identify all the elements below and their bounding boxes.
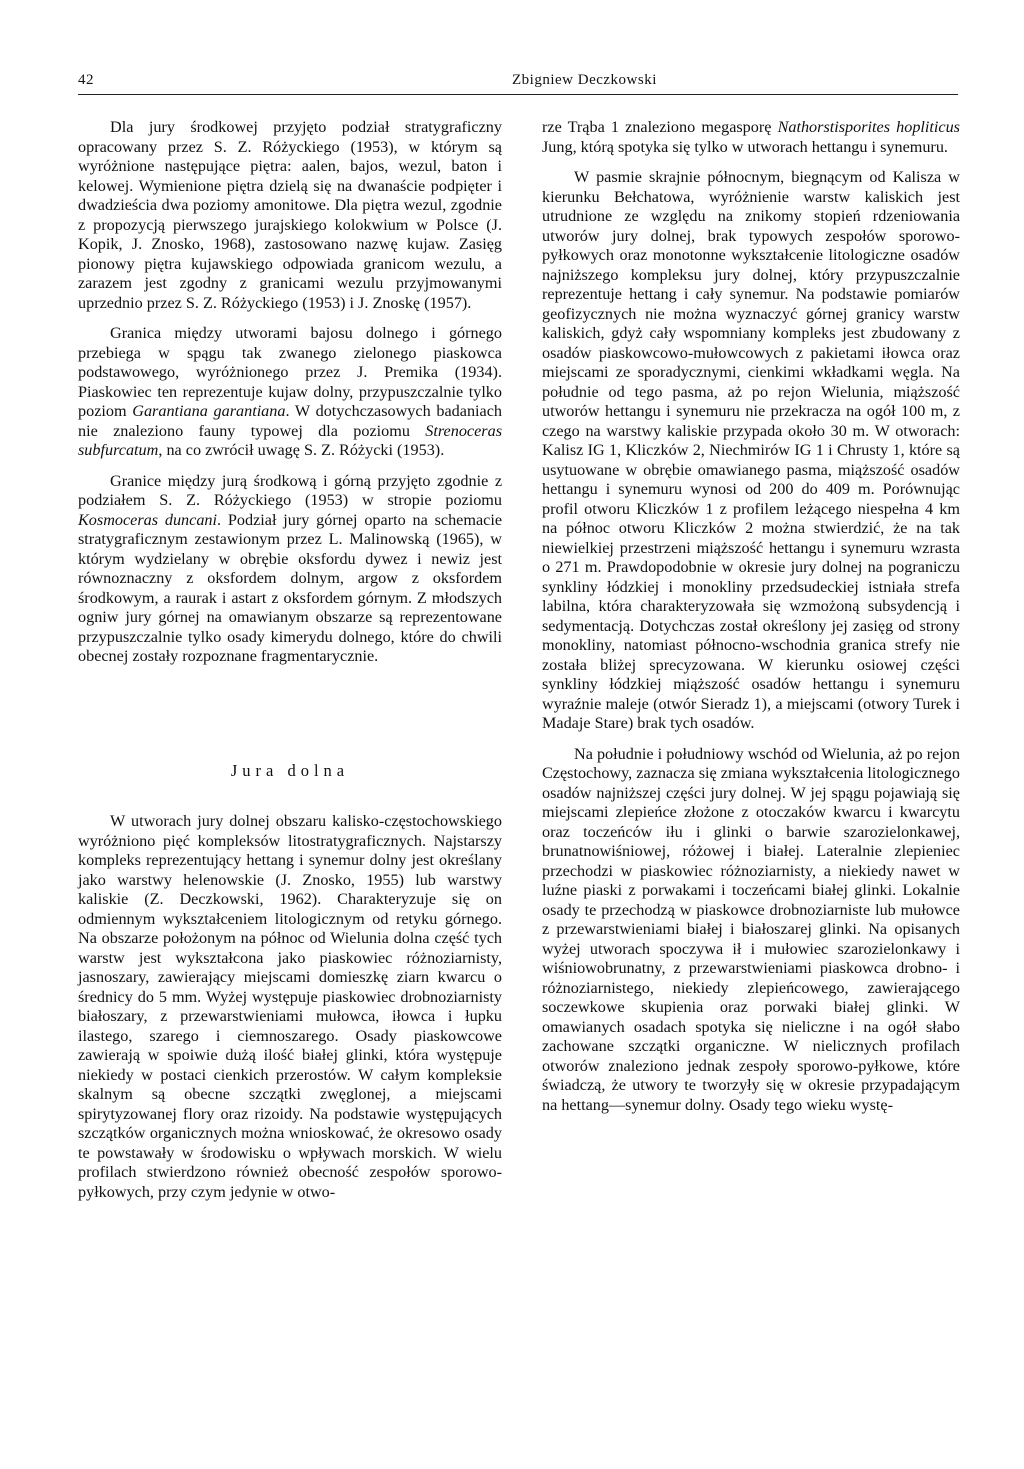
running-header <box>78 68 958 95</box>
right-column <box>542 118 960 1126</box>
species-name: Garantiana garantiana <box>132 402 286 420</box>
text-run: rze Trąba 1 znaleziono megasporę <box>542 118 778 136</box>
text-run: . Podział jury górnej oparto na schemacie stratygraficznym zestawionym przez L. Malinowską (1965), w którym wydzielany w obrębie oksfordu dywez i newiz jest równoznaczny z oksfordem dolnym, argow z oksfordem środkowym, a raurak i astart z oksfordem górnym. Z młodszych ogniw jury górnej na omawianym obszarze są reprezentowane przypuszczalnie tylko osady kimerydu dolnego, które do chwili obecnej zostały rozpoznane fragmentarycznie. <box>78 510 503 665</box>
text-run: . W dotychczasowych badaniach nie znaleziono fauny typowej dla poziomu <box>78 402 502 440</box>
text-run: Jung, którą spotyka się tylko w utworach hettangu i synemuru. <box>542 137 948 156</box>
left-column <box>78 118 502 1213</box>
species-name: Kosmoceras duncani <box>78 510 218 529</box>
paragraph <box>78 324 502 461</box>
paragraph: Dla jury środkowej przyjęto podział stratygraficzny opracowany przez S. Z. Różyckiego (1953), w którym są wyróżnione następujące piętra: aalen, bajos, wezul, baton i kelowej. Wymienione piętra dzielą się na dwanaście podpięter i dwadzieścia dwa poziomy amonitowe. Dla piętra wezul, zgodnie z propozycją pierwszego jurajskiego kolokwium w Polsce (J. Kopik, J. Znosko, 1968), zastosowano nazwę kujaw. Zasięg pionowy piętra kujawskiego odpowiada granicom wezulu, a zarazem jest zgodny z granicami wezulu przyjmowanymi uprzednio przez S. Z. Różyckiego (1953) i J. Znoskę (1957). <box>78 118 502 312</box>
paragraph: Na południe i południowy wschód od Wielunia, aż po rejon Częstochowy, zaznacza się zmiana wykształcenia litologicznego osadów najniższej części jury dolnej. W jej spągu pojawiają się miejscami zlepieńce złożone z otoczaków kwarcu i kwarcytu oraz toczeńców iłu i glinki o barwie szarozielonkawej, brunatnowiśniowej, różowej i białej. Lateralnie zlepieniec przechodzi w piaskowiec różnoziarnisty, a niekiedy nawet w luźne piaski z porwakami i toczeńcami białej glinki. Lokalnie osady te przechodzą w piaskowce drobnoziarniste lub mułowce z przewarstwieniami białej i białoszarej glinki. Na opisanych wyżej utworach spoczywa ił i mułowiec szarozielonkawy i wiśniowobrunatny, z przewarstwieniami piaskowca drobno- i różnoziarnistego, niekiedy zlepieńcowego, zawierającego soczewkowe skupienia oraz porwaki białej glinki. W omawianych osadach spotyka się nieliczne i na ogół słabo zachowane szczątki organiczne. W nielicznych profilach otworów znaleziono jednak zespoły sporowo-pyłkowe, które świadczą, że utwory te tworzyły się w okresie przypadającym na hettang—synemur dolny. Osady tego wieku wystę- <box>542 744 960 1114</box>
paragraph: W utworach jury dolnej obszaru kalisko-częstochowskiego wyróżniono pięć kompleksów litostratygraficznych. Najstarszy kompleks reprezentujący hettang i synemur dolny jest określany jako warstwy helenowskie (J. Znosko, 1955) lub warstwy kaliskie (Z. Deczkowski, 1962). Charakteryzuje się on odmiennym wykształceniem litologicznym od retyku górnego. Na obszarze położonym na północ od Wielunia dolna część tych warstw jest wykształcona jako piaskowiec różnoziarnisty, jasnoszary, zawierający miejscami domieszkę ziarn kwarcu o średnicy do 5 mm. Wyżej występuje piaskowiec drobnoziarnisty białoszary, z przewarstwieniami mułowca, iłowca i łupku ilastego, szarego i ciemnoszarego. Osady piaskowcowe zawierają w spoiwie dużą ilość białej glinki, która występuje niekiedy w postaci cienkich przerostów. W całym kompleksie skalnym są obecne szczątki zwęglonej, a miejscami spirytyzowanej flory oraz rizoidy. Na podstawie występujących szczątków organicznych można wnioskować, że okresowo osady te powstawały w środowisku o wpływach morskich. W wielu profilach stwierdzono również obecność zespołów sporowo-pyłkowych, przy czym jedynie w otwo- <box>78 812 502 1201</box>
text-run: Granice między jurą środkową i górną przyjęto zgodnie z podziałem S. Z. Różyckiego (1953) w stropie poziomu <box>78 471 502 509</box>
section-title: Jura dolna <box>230 760 350 780</box>
species-name: Nathorstisporites hopliticus <box>777 118 960 136</box>
paragraph <box>78 472 502 667</box>
running-head-author: Zbigniew Deczkowski <box>512 72 657 88</box>
text-run: , na co zwrócił uwagę S. Z. Różycki (1953). <box>158 441 445 459</box>
text-run: Granica między utworami bajosu dolnego i górnego przebiega w spągu tak zwanego zielonego piaskowca podstawowego, wyróżnionego przez J. Premika (1934). Piaskowiec ten reprezentuje kujaw dolny, przypuszczalnie tylko poziom <box>78 324 502 420</box>
page-number: 42 <box>78 72 94 88</box>
paragraph: W pasmie skrajnie północnym, biegnącym od Kalisza w kierunku Bełchatowa, wyróżnienie warstw kaliskich jest utrudnione ze względu na znikomy stopień rdzeniowania utworów jury dolnej, brak typowych zespołów sporowo-pyłkowych oraz monotonne wykształcenie litologiczne osadów najniższego kompleksu jury dolnej, który przypuszczalnie reprezentuje hettang i cały synemur. Na podstawie pomiarów geofizycznych nie można wyznaczyć górnej granicy warstw kaliskich, gdyż cały wspomniany kompleks jest zbudowany z osadów piaskowcowo-mułowcowych z pakietami iłowca oraz miejscami ze sporadycznymi, cienkimi wkładkami węgla. Na południe od tego pasma, aż po rejon Wielunia, miąższość utworów hettangu i synemuru nie przekracza na ogół 100 m, z czego na warstwy kaliskie przypada około 30 m. W otworach: Kalisz IG 1, Kliczków 2, Niechmirów IG 1 i Chrusty 1, które są usytuowane w obrębie omawianego pasma, miąższość osadów hettangu i synemuru wynosi od 200 do 409 m. Porównując profil otworu Kliczków 1 z profilem leżącego niespełna 4 km na północ otworu Kliczków 2 można stwierdzić, że na tak niewielkiej przestrzeni miąższość hettangu i synemuru wzrasta o 271 m. Prawdopodobnie w okresie jury dolnej na pograniczu synkliny łódzkiej i monokliny przedsudeckiej istniała strefa labilna, która charakteryzowała się wzmożoną subsydencją i sedymentacją. Dotychczas został określony jej zasięg od strony monokliny, natomiast północno-wschodnia granica strefy nie została bliżej sprecyzowana. W kierunku osiowej części synkliny łódzkiej miąższość osadów hettangu i synemuru wyraźnie maleje (otwór Sieradz 1), a miejscami (otwory Turek i Madaje Stare) brak tych osadów. <box>542 168 960 732</box>
paragraph <box>542 118 960 157</box>
species-name: Strenoceras subfurcatum <box>78 421 502 459</box>
